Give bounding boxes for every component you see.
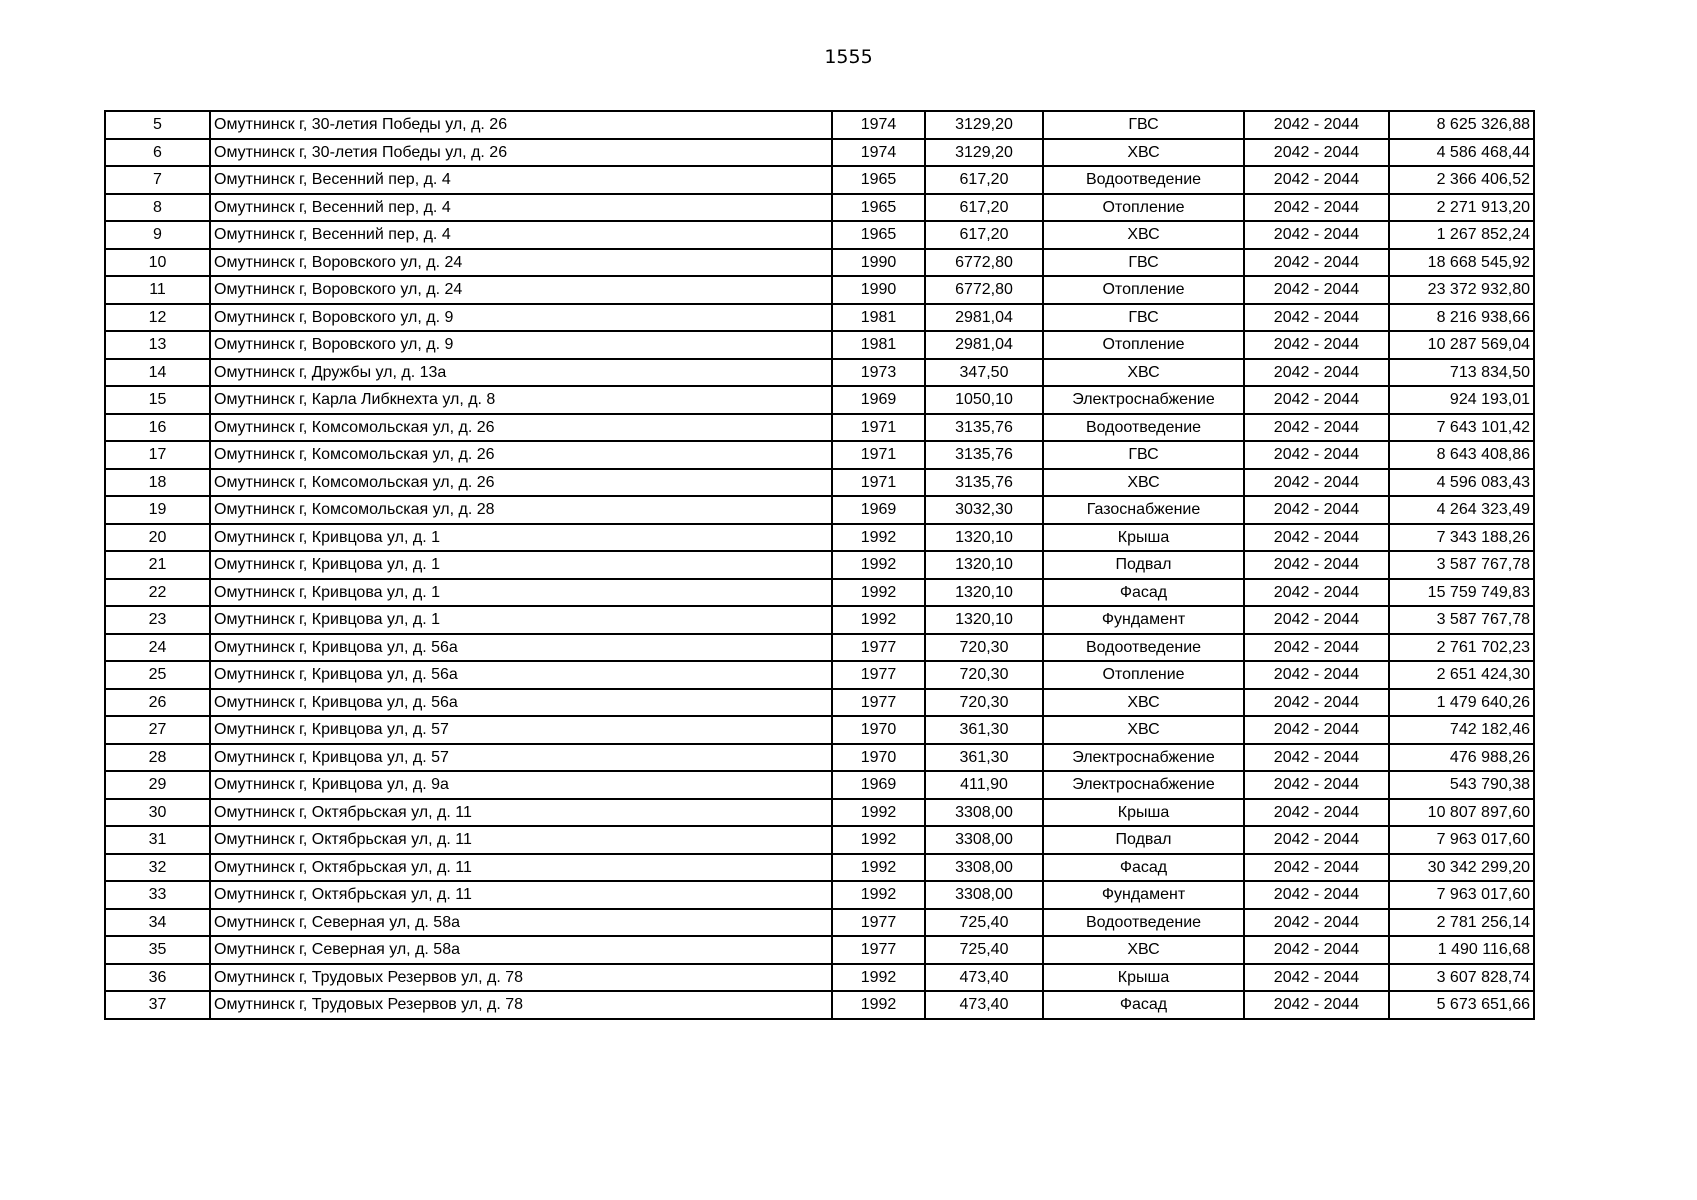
area-cell: 6772,80 (925, 276, 1043, 304)
period-cell: 2042 - 2044 (1244, 964, 1389, 992)
area-cell: 3129,20 (925, 139, 1043, 167)
area-cell: 725,40 (925, 936, 1043, 964)
build-year-cell: 1977 (832, 936, 925, 964)
cost-cell: 8 643 408,86 (1389, 441, 1534, 469)
build-year-cell: 1981 (832, 331, 925, 359)
build-year-cell: 1969 (832, 386, 925, 414)
page-number: 1555 (824, 46, 873, 68)
row-number-cell: 32 (105, 854, 210, 882)
period-cell: 2042 - 2044 (1244, 359, 1389, 387)
cost-cell: 2 271 913,20 (1389, 194, 1534, 222)
work-type-cell: Водоотведение (1043, 909, 1244, 937)
row-number-cell: 6 (105, 139, 210, 167)
cost-cell: 2 781 256,14 (1389, 909, 1534, 937)
table-row (105, 661, 1534, 689)
build-year-cell: 1981 (832, 304, 925, 332)
area-cell: 361,30 (925, 716, 1043, 744)
build-year-cell: 1992 (832, 964, 925, 992)
row-number-cell: 29 (105, 771, 210, 799)
row-number-cell: 23 (105, 606, 210, 634)
row-number-cell: 33 (105, 881, 210, 909)
cost-cell: 3 607 828,74 (1389, 964, 1534, 992)
area-cell: 1320,10 (925, 524, 1043, 552)
table-row (105, 799, 1534, 827)
address-cell: Омутнинск г, Комсомольская ул, д. 26 (210, 441, 832, 469)
table-row (105, 524, 1534, 552)
period-cell: 2042 - 2044 (1244, 524, 1389, 552)
cost-cell: 23 372 932,80 (1389, 276, 1534, 304)
address-cell: Омутнинск г, Кривцова ул, д. 56а (210, 634, 832, 662)
work-type-cell: ГВС (1043, 304, 1244, 332)
cost-cell: 2 366 406,52 (1389, 166, 1534, 194)
build-year-cell: 1992 (832, 606, 925, 634)
work-type-cell: Отопление (1043, 194, 1244, 222)
build-year-cell: 1992 (832, 854, 925, 882)
period-cell: 2042 - 2044 (1244, 826, 1389, 854)
period-cell: 2042 - 2044 (1244, 276, 1389, 304)
area-cell: 3032,30 (925, 496, 1043, 524)
period-cell: 2042 - 2044 (1244, 771, 1389, 799)
work-type-cell: ХВС (1043, 469, 1244, 497)
area-cell: 411,90 (925, 771, 1043, 799)
period-cell: 2042 - 2044 (1244, 689, 1389, 717)
row-number-cell: 9 (105, 221, 210, 249)
area-cell: 473,40 (925, 991, 1043, 1019)
cost-cell: 18 668 545,92 (1389, 249, 1534, 277)
row-number-cell: 27 (105, 716, 210, 744)
table-row (105, 991, 1534, 1019)
address-cell: Омутнинск г, Октябрьская ул, д. 11 (210, 826, 832, 854)
build-year-cell: 1977 (832, 689, 925, 717)
work-type-cell: Водоотведение (1043, 634, 1244, 662)
row-number-cell: 16 (105, 414, 210, 442)
period-cell: 2042 - 2044 (1244, 304, 1389, 332)
table-row (105, 304, 1534, 332)
table-row (105, 579, 1534, 607)
build-year-cell: 1969 (832, 496, 925, 524)
area-cell: 1050,10 (925, 386, 1043, 414)
build-year-cell: 1992 (832, 826, 925, 854)
area-cell: 1320,10 (925, 551, 1043, 579)
row-number-cell: 12 (105, 304, 210, 332)
area-cell: 1320,10 (925, 606, 1043, 634)
area-cell: 473,40 (925, 964, 1043, 992)
address-cell: Омутнинск г, 30-летия Победы ул, д. 26 (210, 139, 832, 167)
build-year-cell: 1971 (832, 414, 925, 442)
row-number-cell: 14 (105, 359, 210, 387)
cost-cell: 2 651 424,30 (1389, 661, 1534, 689)
address-cell: Омутнинск г, Кривцова ул, д. 57 (210, 716, 832, 744)
build-year-cell: 1992 (832, 799, 925, 827)
period-cell: 2042 - 2044 (1244, 606, 1389, 634)
build-year-cell: 1969 (832, 771, 925, 799)
row-number-cell: 10 (105, 249, 210, 277)
work-type-cell: ГВС (1043, 441, 1244, 469)
table-row (105, 111, 1534, 139)
build-year-cell: 1977 (832, 634, 925, 662)
address-cell: Омутнинск г, Кривцова ул, д. 1 (210, 551, 832, 579)
table-row (105, 276, 1534, 304)
area-cell: 617,20 (925, 194, 1043, 222)
period-cell: 2042 - 2044 (1244, 634, 1389, 662)
work-type-cell: Крыша (1043, 799, 1244, 827)
work-type-cell: Фундамент (1043, 606, 1244, 634)
table-row (105, 744, 1534, 772)
row-number-cell: 30 (105, 799, 210, 827)
repair-schedule-table (104, 110, 1535, 1020)
table-row (105, 194, 1534, 222)
table-row (105, 469, 1534, 497)
build-year-cell: 1992 (832, 881, 925, 909)
cost-cell: 8 216 938,66 (1389, 304, 1534, 332)
cost-cell: 1 490 116,68 (1389, 936, 1534, 964)
row-number-cell: 22 (105, 579, 210, 607)
row-number-cell: 31 (105, 826, 210, 854)
period-cell: 2042 - 2044 (1244, 221, 1389, 249)
table-row (105, 909, 1534, 937)
cost-cell: 30 342 299,20 (1389, 854, 1534, 882)
area-cell: 2981,04 (925, 304, 1043, 332)
work-type-cell: ГВС (1043, 249, 1244, 277)
period-cell: 2042 - 2044 (1244, 166, 1389, 194)
row-number-cell: 17 (105, 441, 210, 469)
build-year-cell: 1974 (832, 139, 925, 167)
table-row (105, 634, 1534, 662)
cost-cell: 713 834,50 (1389, 359, 1534, 387)
table-row (105, 551, 1534, 579)
address-cell: Омутнинск г, Северная ул, д. 58а (210, 936, 832, 964)
area-cell: 2981,04 (925, 331, 1043, 359)
row-number-cell: 21 (105, 551, 210, 579)
address-cell: Омутнинск г, Кривцова ул, д. 1 (210, 524, 832, 552)
period-cell: 2042 - 2044 (1244, 716, 1389, 744)
row-number-cell: 20 (105, 524, 210, 552)
table-row (105, 331, 1534, 359)
cost-cell: 10 807 897,60 (1389, 799, 1534, 827)
address-cell: Омутнинск г, Кривцова ул, д. 9а (210, 771, 832, 799)
address-cell: Омутнинск г, Комсомольская ул, д. 28 (210, 496, 832, 524)
work-type-cell: Фасад (1043, 991, 1244, 1019)
address-cell: Омутнинск г, Карла Либкнехта ул, д. 8 (210, 386, 832, 414)
address-cell: Омутнинск г, Октябрьская ул, д. 11 (210, 799, 832, 827)
address-cell: Омутнинск г, Весенний пер, д. 4 (210, 194, 832, 222)
cost-cell: 1 267 852,24 (1389, 221, 1534, 249)
table-row (105, 854, 1534, 882)
address-cell: Омутнинск г, Октябрьская ул, д. 11 (210, 854, 832, 882)
cost-cell: 7 343 188,26 (1389, 524, 1534, 552)
row-number-cell: 8 (105, 194, 210, 222)
period-cell: 2042 - 2044 (1244, 194, 1389, 222)
address-cell: Омутнинск г, Кривцова ул, д. 56а (210, 661, 832, 689)
period-cell: 2042 - 2044 (1244, 139, 1389, 167)
work-type-cell: ХВС (1043, 359, 1244, 387)
work-type-cell: Фасад (1043, 579, 1244, 607)
area-cell: 3135,76 (925, 441, 1043, 469)
cost-cell: 3 587 767,78 (1389, 606, 1534, 634)
table-row (105, 414, 1534, 442)
work-type-cell: Электроснабжение (1043, 386, 1244, 414)
work-type-cell: Водоотведение (1043, 414, 1244, 442)
cost-cell: 15 759 749,83 (1389, 579, 1534, 607)
period-cell: 2042 - 2044 (1244, 799, 1389, 827)
period-cell: 2042 - 2044 (1244, 991, 1389, 1019)
address-cell: Омутнинск г, Весенний пер, д. 4 (210, 221, 832, 249)
table-row (105, 771, 1534, 799)
address-cell: Омутнинск г, Воровского ул, д. 9 (210, 304, 832, 332)
area-cell: 3129,20 (925, 111, 1043, 139)
work-type-cell: Отопление (1043, 331, 1244, 359)
period-cell: 2042 - 2044 (1244, 111, 1389, 139)
period-cell: 2042 - 2044 (1244, 386, 1389, 414)
work-type-cell: Электроснабжение (1043, 744, 1244, 772)
work-type-cell: ХВС (1043, 936, 1244, 964)
period-cell: 2042 - 2044 (1244, 469, 1389, 497)
row-number-cell: 36 (105, 964, 210, 992)
table-row (105, 881, 1534, 909)
build-year-cell: 1992 (832, 551, 925, 579)
period-cell: 2042 - 2044 (1244, 249, 1389, 277)
work-type-cell: Подвал (1043, 551, 1244, 579)
work-type-cell: ХВС (1043, 139, 1244, 167)
address-cell: Омутнинск г, Кривцова ул, д. 1 (210, 579, 832, 607)
build-year-cell: 1971 (832, 469, 925, 497)
table-row (105, 441, 1534, 469)
work-type-cell: ХВС (1043, 689, 1244, 717)
address-cell: Омутнинск г, Северная ул, д. 58а (210, 909, 832, 937)
period-cell: 2042 - 2044 (1244, 496, 1389, 524)
work-type-cell: Отопление (1043, 661, 1244, 689)
table-row (105, 166, 1534, 194)
table-row (105, 716, 1534, 744)
cost-cell: 3 587 767,78 (1389, 551, 1534, 579)
table-row (105, 221, 1534, 249)
period-cell: 2042 - 2044 (1244, 661, 1389, 689)
row-number-cell: 35 (105, 936, 210, 964)
address-cell: Омутнинск г, Воровского ул, д. 9 (210, 331, 832, 359)
build-year-cell: 1970 (832, 716, 925, 744)
area-cell: 3308,00 (925, 881, 1043, 909)
period-cell: 2042 - 2044 (1244, 331, 1389, 359)
cost-cell: 2 761 702,23 (1389, 634, 1534, 662)
period-cell: 2042 - 2044 (1244, 936, 1389, 964)
area-cell: 725,40 (925, 909, 1043, 937)
row-number-cell: 19 (105, 496, 210, 524)
work-type-cell: Электроснабжение (1043, 771, 1244, 799)
work-type-cell: Отопление (1043, 276, 1244, 304)
row-number-cell: 26 (105, 689, 210, 717)
table-row (105, 249, 1534, 277)
work-type-cell: Водоотведение (1043, 166, 1244, 194)
table-row (105, 689, 1534, 717)
build-year-cell: 1965 (832, 221, 925, 249)
address-cell: Омутнинск г, Воровского ул, д. 24 (210, 249, 832, 277)
cost-cell: 476 988,26 (1389, 744, 1534, 772)
cost-cell: 8 625 326,88 (1389, 111, 1534, 139)
cost-cell: 1 479 640,26 (1389, 689, 1534, 717)
area-cell: 361,30 (925, 744, 1043, 772)
row-number-cell: 13 (105, 331, 210, 359)
address-cell: Омутнинск г, Кривцова ул, д. 57 (210, 744, 832, 772)
build-year-cell: 1990 (832, 276, 925, 304)
cost-cell: 4 586 468,44 (1389, 139, 1534, 167)
work-type-cell: ГВС (1043, 111, 1244, 139)
build-year-cell: 1990 (832, 249, 925, 277)
period-cell: 2042 - 2044 (1244, 744, 1389, 772)
table-row (105, 826, 1534, 854)
build-year-cell: 1992 (832, 579, 925, 607)
build-year-cell: 1974 (832, 111, 925, 139)
address-cell: Омутнинск г, Дружбы ул, д. 13а (210, 359, 832, 387)
address-cell: Омутнинск г, Комсомольская ул, д. 26 (210, 469, 832, 497)
row-number-cell: 34 (105, 909, 210, 937)
address-cell: Омутнинск г, Комсомольская ул, д. 26 (210, 414, 832, 442)
row-number-cell: 24 (105, 634, 210, 662)
area-cell: 1320,10 (925, 579, 1043, 607)
address-cell: Омутнинск г, Трудовых Резервов ул, д. 78 (210, 991, 832, 1019)
table-row (105, 606, 1534, 634)
area-cell: 720,30 (925, 689, 1043, 717)
period-cell: 2042 - 2044 (1244, 909, 1389, 937)
table-row (105, 496, 1534, 524)
cost-cell: 5 673 651,66 (1389, 991, 1534, 1019)
work-type-cell: ХВС (1043, 716, 1244, 744)
period-cell: 2042 - 2044 (1244, 881, 1389, 909)
build-year-cell: 1977 (832, 909, 925, 937)
area-cell: 3308,00 (925, 826, 1043, 854)
cost-cell: 7 643 101,42 (1389, 414, 1534, 442)
row-number-cell: 15 (105, 386, 210, 414)
period-cell: 2042 - 2044 (1244, 441, 1389, 469)
cost-cell: 4 264 323,49 (1389, 496, 1534, 524)
row-number-cell: 5 (105, 111, 210, 139)
address-cell: Омутнинск г, Весенний пер, д. 4 (210, 166, 832, 194)
area-cell: 3308,00 (925, 854, 1043, 882)
address-cell: Омутнинск г, Воровского ул, д. 24 (210, 276, 832, 304)
build-year-cell: 1970 (832, 744, 925, 772)
build-year-cell: 1992 (832, 524, 925, 552)
work-type-cell: Крыша (1043, 964, 1244, 992)
work-type-cell: Подвал (1043, 826, 1244, 854)
cost-cell: 742 182,46 (1389, 716, 1534, 744)
table-row (105, 936, 1534, 964)
period-cell: 2042 - 2044 (1244, 551, 1389, 579)
address-cell: Омутнинск г, Трудовых Резервов ул, д. 78 (210, 964, 832, 992)
build-year-cell: 1971 (832, 441, 925, 469)
work-type-cell: Фасад (1043, 854, 1244, 882)
area-cell: 617,20 (925, 221, 1043, 249)
address-cell: Омутнинск г, Кривцова ул, д. 56а (210, 689, 832, 717)
row-number-cell: 37 (105, 991, 210, 1019)
area-cell: 720,30 (925, 634, 1043, 662)
area-cell: 720,30 (925, 661, 1043, 689)
cost-cell: 4 596 083,43 (1389, 469, 1534, 497)
cost-cell: 7 963 017,60 (1389, 826, 1534, 854)
row-number-cell: 18 (105, 469, 210, 497)
table-row (105, 139, 1534, 167)
table-row (105, 359, 1534, 387)
build-year-cell: 1992 (832, 991, 925, 1019)
work-type-cell: Крыша (1043, 524, 1244, 552)
area-cell: 617,20 (925, 166, 1043, 194)
period-cell: 2042 - 2044 (1244, 579, 1389, 607)
area-cell: 3308,00 (925, 799, 1043, 827)
cost-cell: 924 193,01 (1389, 386, 1534, 414)
work-type-cell: Фундамент (1043, 881, 1244, 909)
cost-cell: 543 790,38 (1389, 771, 1534, 799)
address-cell: Омутнинск г, Октябрьская ул, д. 11 (210, 881, 832, 909)
row-number-cell: 25 (105, 661, 210, 689)
area-cell: 3135,76 (925, 414, 1043, 442)
build-year-cell: 1965 (832, 194, 925, 222)
area-cell: 347,50 (925, 359, 1043, 387)
cost-cell: 7 963 017,60 (1389, 881, 1534, 909)
area-cell: 3135,76 (925, 469, 1043, 497)
build-year-cell: 1977 (832, 661, 925, 689)
period-cell: 2042 - 2044 (1244, 854, 1389, 882)
row-number-cell: 7 (105, 166, 210, 194)
work-type-cell: Газоснабжение (1043, 496, 1244, 524)
address-cell: Омутнинск г, 30-летия Победы ул, д. 26 (210, 111, 832, 139)
row-number-cell: 28 (105, 744, 210, 772)
table-body (105, 111, 1534, 1019)
build-year-cell: 1973 (832, 359, 925, 387)
row-number-cell: 11 (105, 276, 210, 304)
address-cell: Омутнинск г, Кривцова ул, д. 1 (210, 606, 832, 634)
period-cell: 2042 - 2044 (1244, 414, 1389, 442)
area-cell: 6772,80 (925, 249, 1043, 277)
cost-cell: 10 287 569,04 (1389, 331, 1534, 359)
table-row (105, 964, 1534, 992)
work-type-cell: ХВС (1043, 221, 1244, 249)
table-row (105, 386, 1534, 414)
build-year-cell: 1965 (832, 166, 925, 194)
